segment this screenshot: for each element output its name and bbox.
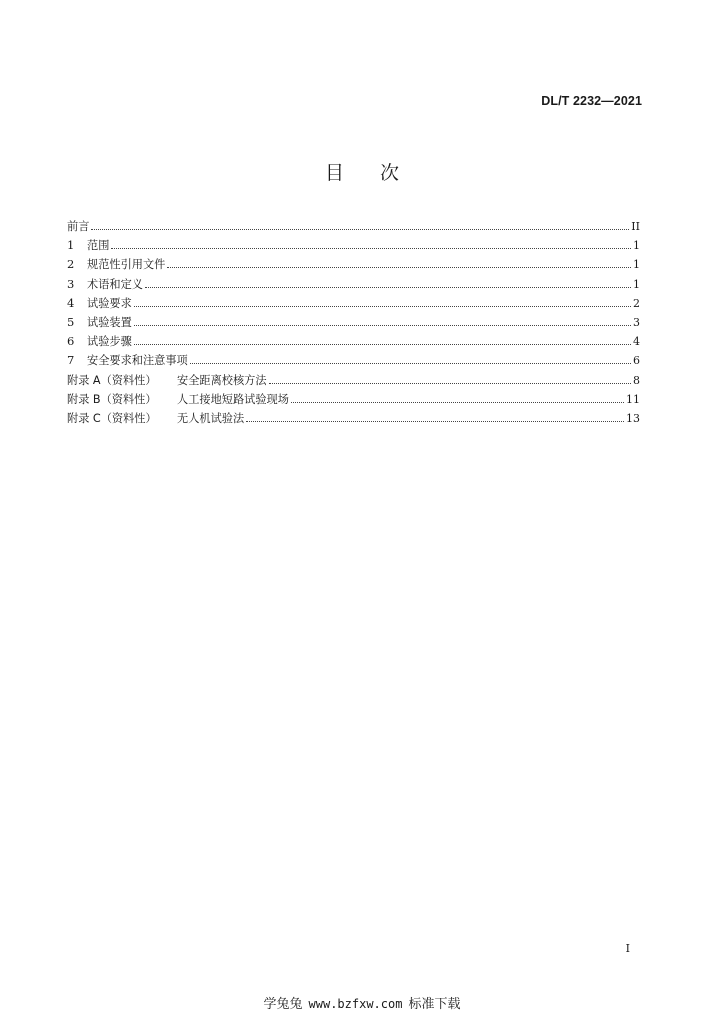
footer-site-name: 学兔兔 <box>263 997 303 1012</box>
toc-leader-dots <box>111 247 631 249</box>
toc-entry-number: 7 <box>67 353 75 368</box>
toc-entry-text: 人工接地短路试验现场 <box>177 392 289 406</box>
toc-title-char-2: 次 <box>380 162 400 184</box>
toc-entry-number: 5 <box>67 314 75 329</box>
footer-watermark <box>0 993 724 1012</box>
toc-entry-text: 安全要求和注意事项 <box>87 354 188 368</box>
toc-leader-dots <box>246 420 624 422</box>
toc-entry-7[interactable] <box>67 351 640 370</box>
toc-entry-1[interactable] <box>67 236 640 255</box>
toc-entry-text: 试验要求 <box>87 296 132 310</box>
toc-entry-number: 2 <box>67 257 75 272</box>
toc-leader-dots <box>134 305 631 307</box>
footer-tagline: 标准下载 <box>408 997 461 1012</box>
toc-entry-annex-b[interactable] <box>67 390 640 409</box>
toc-entry-page: II <box>631 220 640 233</box>
toc-entry-page: 4 <box>633 335 640 349</box>
toc-entry-page: 2 <box>633 296 640 310</box>
toc-entry-text: 范围 <box>87 239 110 253</box>
toc-entry-page: 8 <box>633 373 640 387</box>
toc-entry-page: 6 <box>633 354 640 368</box>
toc-annex-prefix: 附录 B（资料性） <box>67 392 157 406</box>
table-of-contents <box>67 217 640 428</box>
toc-entry-3[interactable] <box>67 275 640 294</box>
toc-leader-dots <box>91 228 629 230</box>
toc-entry-number: 1 <box>67 238 75 253</box>
page-number: I <box>625 942 630 955</box>
toc-entry-2[interactable] <box>67 255 640 274</box>
toc-entry-number: 3 <box>67 276 75 291</box>
toc-entry-text: 前言 <box>67 220 90 233</box>
toc-leader-dots <box>190 362 631 364</box>
toc-annex-prefix: 附录 C（资料性） <box>67 411 157 425</box>
toc-entry-text: 安全距离校核方法 <box>177 373 267 387</box>
toc-entry-foreword[interactable] <box>67 217 640 236</box>
toc-leader-dots <box>167 266 631 268</box>
toc-entry-number: 4 <box>67 295 75 310</box>
toc-entry-text: 无人机试验法 <box>177 411 245 425</box>
toc-entry-text: 试验步骤 <box>87 335 132 349</box>
footer-url-link[interactable]: www.bzfxw.com <box>308 997 403 1011</box>
toc-entry-page: 1 <box>633 258 640 272</box>
toc-entry-4[interactable] <box>67 294 640 313</box>
toc-entry-page: 3 <box>633 315 640 329</box>
toc-entry-page: 11 <box>626 392 640 406</box>
toc-leader-dots <box>291 401 624 403</box>
toc-entry-page: 1 <box>633 239 640 253</box>
toc-title <box>0 158 724 185</box>
toc-entry-annex-a[interactable] <box>67 371 640 390</box>
toc-leader-dots <box>134 324 631 326</box>
toc-entry-page: 1 <box>633 277 640 291</box>
toc-entry-annex-c[interactable] <box>67 409 640 428</box>
toc-entry-number: 6 <box>67 334 75 349</box>
toc-leader-dots <box>134 343 631 345</box>
toc-entry-text: 规范性引用文件 <box>87 258 166 272</box>
standard-code: DL/T 2232—2021 <box>541 94 642 108</box>
toc-entry-6[interactable] <box>67 332 640 351</box>
toc-entry-page: 13 <box>626 411 640 425</box>
toc-entry-5[interactable] <box>67 313 640 332</box>
toc-entry-text: 试验装置 <box>87 315 132 329</box>
toc-title-char-1: 目 <box>324 162 344 184</box>
toc-leader-dots <box>145 286 631 288</box>
toc-entry-text: 术语和定义 <box>87 277 143 291</box>
toc-annex-prefix: 附录 A（资料性） <box>67 373 157 387</box>
toc-leader-dots <box>269 382 631 384</box>
